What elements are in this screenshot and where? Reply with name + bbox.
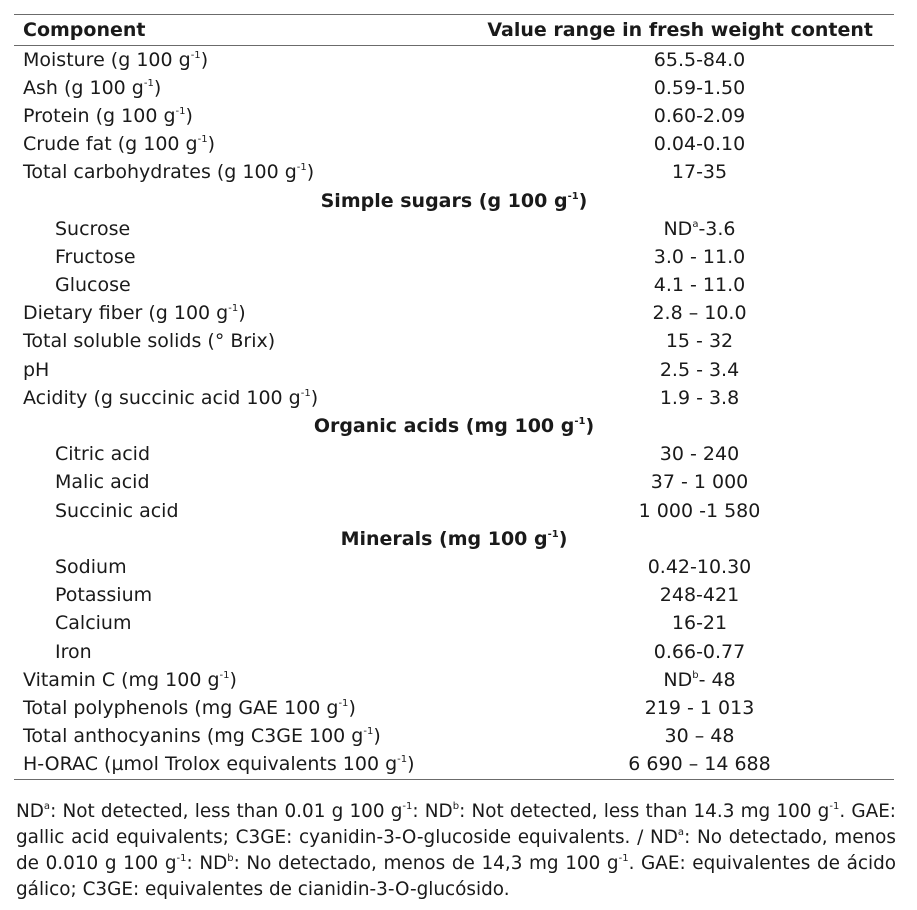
component-cell (14, 694, 475, 722)
table-row (14, 74, 894, 102)
value-range-cell (475, 638, 894, 666)
component-label-suffix: ) (373, 725, 381, 748)
value-range: 37 - 1 000 (650, 471, 749, 494)
table-row (14, 328, 894, 356)
component-label: Total soluble solids (° Brix) (23, 330, 276, 353)
component-label-superscript: -1 (219, 669, 230, 681)
value-range: 0.66-0.77 (653, 640, 746, 663)
component-label: Glucose (55, 274, 131, 297)
component-label: Moisture (g 100 g (23, 48, 191, 71)
table-row (14, 610, 894, 638)
value-range: 16-21 (671, 612, 728, 635)
value-range-cell (475, 723, 894, 751)
component-cell (14, 300, 475, 328)
value-range-cell (475, 131, 894, 159)
value-range: 2.5 - 3.4 (659, 358, 740, 381)
component-cell (14, 215, 475, 243)
component-label-superscript: -1 (397, 754, 408, 766)
component-label: Crude fat (g 100 g (23, 133, 198, 156)
value-range: 4.1 - 11.0 (653, 274, 746, 297)
value-range-cell (475, 102, 894, 130)
component-label-superscript: -1 (363, 726, 374, 738)
value-range-suffix: - 48 (698, 668, 736, 691)
component-label: Sucrose (55, 217, 131, 240)
component-label: Total anthocyanins (mg C3GE 100 g (23, 725, 364, 748)
section-label: Simple sugars (g 100 g (320, 189, 568, 212)
component-label: Total polyphenols (mg GAE 100 g (23, 696, 339, 719)
value-range: 65.5-84.0 (653, 48, 746, 71)
component-label: Sodium (55, 555, 127, 578)
value-range: 248-421 (659, 584, 740, 607)
component-label-suffix: ) (310, 386, 319, 409)
section-label: Minerals (mg 100 g (340, 527, 548, 550)
composition-table-container (14, 14, 897, 903)
component-label: Acidity (g succinic acid 100 g (23, 386, 301, 409)
component-cell (14, 159, 475, 187)
component-cell (14, 666, 475, 694)
value-range: 1 000 -1 580 (638, 499, 761, 522)
component-label: Protein (g 100 g (23, 104, 176, 127)
table-row (14, 694, 894, 722)
component-label: Calcium (55, 612, 132, 635)
component-cell (14, 74, 475, 102)
value-range-cell (475, 610, 894, 638)
component-label-suffix: ) (153, 76, 162, 99)
table-row (14, 272, 894, 300)
value-range: 219 - 1 013 (644, 696, 755, 719)
footnote-superscript: a (43, 800, 51, 812)
component-label: Succinic acid (55, 499, 179, 522)
component-label: Vitamin C (mg 100 g (23, 668, 220, 691)
value-range-cell (475, 159, 894, 187)
value-range-superscript: a (692, 218, 699, 230)
section-title (14, 525, 894, 553)
component-cell (14, 356, 475, 384)
component-label-suffix: ) (348, 696, 356, 719)
value-range: 0.42-10.30 (647, 555, 752, 578)
table-row (14, 300, 894, 328)
value-range: 30 – 48 (664, 725, 735, 748)
component-label-superscript: -1 (190, 49, 201, 61)
value-range-cell (475, 46, 894, 75)
table-body (14, 46, 894, 780)
table-row (14, 751, 894, 780)
component-cell (14, 243, 475, 271)
component-label-superscript: -1 (296, 162, 307, 174)
component-label: Dietary fiber (g 100 g (23, 302, 229, 325)
component-label: Ash (g 100 g (23, 76, 144, 99)
value-range-cell (475, 74, 894, 102)
component-cell (14, 582, 475, 610)
section-title (14, 412, 894, 440)
component-label: H-ORAC (µmol Trolox equivalents 100 g (23, 753, 398, 776)
footnote-text: . GAE: equivalentes de ácido gálico; C3GE: equivalentes de cianidin-3-O-glucósido. (16, 852, 897, 900)
component-label-superscript: -1 (300, 387, 311, 399)
value-range: 0.60-2.09 (653, 104, 746, 127)
value-range: 3.0 - 11.0 (653, 245, 746, 268)
value-range-cell (475, 356, 894, 384)
value-range: ND (663, 217, 693, 240)
footnote-text: : ND (186, 852, 228, 874)
value-range: 0.04-0.10 (653, 133, 746, 156)
component-label-suffix: ) (200, 48, 209, 71)
value-range-cell (475, 328, 894, 356)
table-row (14, 638, 894, 666)
table-row (14, 131, 894, 159)
component-label-superscript: -1 (338, 697, 349, 709)
value-range: 0.59-1.50 (653, 76, 746, 99)
value-range: ND (663, 668, 693, 691)
value-range: 2.8 – 10.0 (652, 302, 747, 325)
table-row (14, 553, 894, 581)
component-cell (14, 384, 475, 412)
value-range-cell (475, 497, 894, 525)
component-label-suffix: ) (185, 104, 193, 127)
value-range-cell (475, 441, 894, 469)
value-range: 1.9 - 3.8 (659, 386, 740, 409)
value-range-cell (475, 384, 894, 412)
value-range-cell (475, 553, 894, 581)
value-range-cell (475, 582, 894, 610)
section-label-superscript: -1 (547, 528, 559, 540)
component-cell (14, 272, 475, 300)
table-row (14, 469, 894, 497)
column-header-value-range: Value range in fresh weight content (475, 15, 894, 46)
footnote-text: ND (16, 800, 44, 822)
section-header-row (14, 187, 894, 215)
component-label: Potassium (55, 584, 153, 607)
table-row (14, 159, 894, 187)
component-label: pH (23, 358, 50, 381)
component-cell (14, 751, 475, 780)
component-cell (14, 328, 475, 356)
section-header-row (14, 412, 894, 440)
value-range-cell (475, 272, 894, 300)
footnote-superscript: a (677, 826, 685, 838)
component-label-suffix: ) (207, 133, 216, 156)
component-label: Citric acid (55, 443, 150, 466)
value-range-cell (475, 300, 894, 328)
table-row (14, 666, 894, 694)
table-row (14, 497, 894, 525)
section-label-superscript: -1 (567, 190, 579, 202)
table-footnote (14, 799, 896, 903)
footnote-superscript: -1 (402, 800, 413, 812)
component-cell (14, 441, 475, 469)
component-cell (14, 102, 475, 130)
value-range: 30 - 240 (659, 443, 740, 466)
value-range-cell (475, 666, 894, 694)
footnote-superscript: -1 (176, 852, 187, 864)
component-cell (14, 553, 475, 581)
column-header-component: Component (14, 15, 475, 46)
table-header-row (14, 15, 894, 46)
footnote-text: : No detectado, menos de 0.010 g 100 g (16, 826, 896, 874)
value-range-cell (475, 215, 894, 243)
table-row (14, 102, 894, 130)
table-row (14, 384, 894, 412)
component-label-superscript: -1 (175, 105, 186, 117)
component-label: Malic acid (55, 471, 150, 494)
section-label: Organic acids (mg 100 g (313, 415, 575, 438)
footnote-superscript: b (227, 852, 234, 864)
table-row (14, 723, 894, 751)
component-label-superscript: -1 (143, 77, 154, 89)
component-label-suffix: ) (306, 161, 315, 184)
table-row (14, 441, 894, 469)
footnote-superscript: -1 (618, 852, 629, 864)
component-label-suffix: ) (229, 668, 237, 691)
component-cell (14, 610, 475, 638)
value-range: 17-35 (671, 161, 728, 184)
component-label-superscript: -1 (197, 134, 208, 146)
component-cell (14, 723, 475, 751)
component-label-suffix: ) (407, 753, 415, 776)
table-row (14, 356, 894, 384)
component-cell (14, 131, 475, 159)
composition-table (14, 14, 894, 780)
section-label-suffix: ) (585, 415, 595, 438)
table-row (14, 243, 894, 271)
section-label-superscript: -1 (574, 416, 586, 428)
component-label: Total carbohydrates (g 100 g (23, 161, 297, 184)
table-row (14, 215, 894, 243)
table-row (14, 582, 894, 610)
footnote-text: : ND (412, 800, 453, 822)
footnote-text: . GAE: gallic acid equivalents; C3GE: cyanidin-3-O-glucoside equivalents. / ND (16, 800, 897, 848)
value-range: 15 - 32 (665, 330, 734, 353)
section-label-suffix: ) (558, 527, 568, 550)
component-cell (14, 497, 475, 525)
section-header-row (14, 525, 894, 553)
section-label-suffix: ) (578, 189, 588, 212)
footnote-superscript: b (452, 800, 460, 812)
footnote-superscript: -1 (829, 800, 840, 812)
component-label: Fructose (55, 245, 136, 268)
component-label: Iron (55, 640, 92, 663)
section-title (14, 187, 894, 215)
value-range-cell (475, 751, 894, 780)
component-cell (14, 638, 475, 666)
table-row (14, 46, 894, 75)
component-label-superscript: -1 (228, 303, 239, 315)
footnote-text: : Not detected, less than 14.3 mg 100 g (459, 800, 830, 822)
footnote-text: : Not detected, less than 0.01 g 100 g (50, 800, 403, 822)
value-range-superscript: b (692, 669, 699, 681)
value-range-suffix: -3.6 (698, 217, 736, 240)
component-label-suffix: ) (238, 302, 246, 325)
value-range-cell (475, 469, 894, 497)
value-range-cell (475, 243, 894, 271)
component-cell (14, 469, 475, 497)
footnote-text: : No detectado, menos de 14,3 mg 100 g (233, 852, 619, 874)
value-range: 6 690 – 14 688 (628, 753, 771, 776)
component-cell (14, 46, 475, 75)
value-range-cell (475, 694, 894, 722)
